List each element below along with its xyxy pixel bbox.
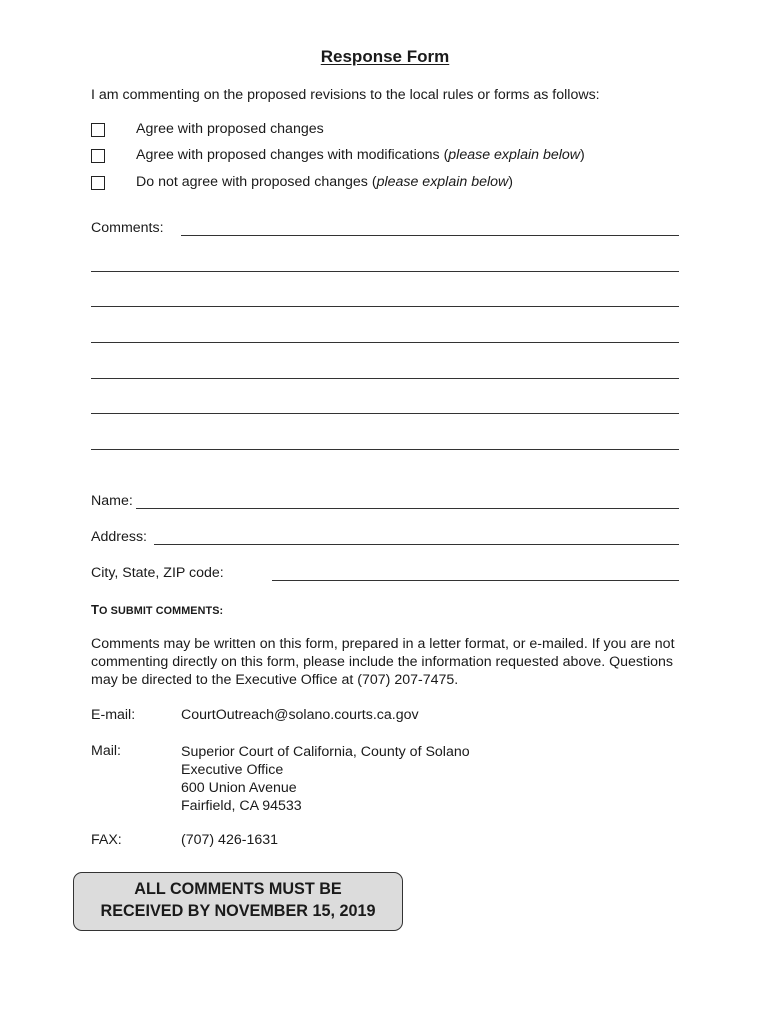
comments-line[interactable] — [91, 413, 679, 414]
fax-number: (707) 426-1631 — [181, 832, 279, 848]
page-title: Response Form — [320, 47, 450, 66]
intro-text: I am commenting on the proposed revisions to the local rules or forms as follows: — [91, 87, 600, 103]
checkbox-agree[interactable] — [91, 123, 105, 137]
mailing-address — [181, 743, 470, 815]
instructions-paragraph: Comments may be written on this form, prepared in a letter format, or e-mailed. If you are not commenting directly on this form, please include the information requested above. Questions may be directed to the Executive Office at (707) 207-7475. — [91, 636, 675, 688]
option-suffix: ) — [580, 147, 585, 163]
option-suffix: ) — [508, 174, 514, 190]
email-address[interactable]: CourtOutreach@solano.courts.ca.gov — [181, 707, 419, 723]
option-note: please explain below — [376, 174, 509, 190]
address-line: Superior Court of California, County of Solano — [181, 744, 470, 760]
comments-label: Comments: — [91, 220, 164, 236]
comments-line[interactable] — [181, 235, 679, 236]
fax-label: FAX: — [91, 832, 122, 848]
deadline-line-1: ALL COMMENTS MUST BE — [134, 880, 342, 898]
address-line: 600 Union Avenue — [181, 780, 297, 796]
deadline-line-2: RECEIVED BY NOVEMBER 15, 2019 — [100, 901, 376, 920]
option-label: Agree with proposed changes — [136, 121, 324, 137]
mail-label: Mail: — [91, 743, 121, 759]
deadline-banner — [73, 872, 403, 931]
option-agree[interactable] — [91, 121, 324, 139]
comments-line[interactable] — [91, 271, 679, 272]
city-state-zip-label: City, State, ZIP code: — [91, 565, 224, 581]
option-label: Do not agree with proposed changes ( — [136, 174, 377, 190]
comments-line[interactable] — [91, 449, 679, 450]
submit-heading: TO SUBMIT COMMENTS: — [91, 602, 224, 617]
comments-line[interactable] — [91, 306, 679, 307]
checkbox-do-not-agree[interactable] — [91, 176, 105, 190]
email-label: E-mail: — [91, 707, 136, 723]
option-label: Agree with proposed changes with modifications ( — [136, 147, 449, 163]
option-note: please explain below — [448, 147, 581, 163]
option-do-not-agree[interactable] — [91, 174, 514, 192]
city-state-zip-field-line[interactable] — [272, 580, 679, 581]
comments-line[interactable] — [91, 342, 679, 343]
option-agree-with-modifications[interactable] — [91, 147, 585, 165]
name-field-line[interactable] — [136, 508, 679, 509]
address-line: Executive Office — [181, 762, 284, 778]
comments-line[interactable] — [91, 378, 679, 379]
checkbox-agree-with-modifications[interactable] — [91, 149, 105, 163]
address-label: Address: — [91, 529, 147, 545]
address-line: Fairfield, CA 94533 — [181, 798, 302, 814]
address-field-line[interactable] — [154, 544, 679, 545]
name-label: Name: — [91, 493, 133, 509]
